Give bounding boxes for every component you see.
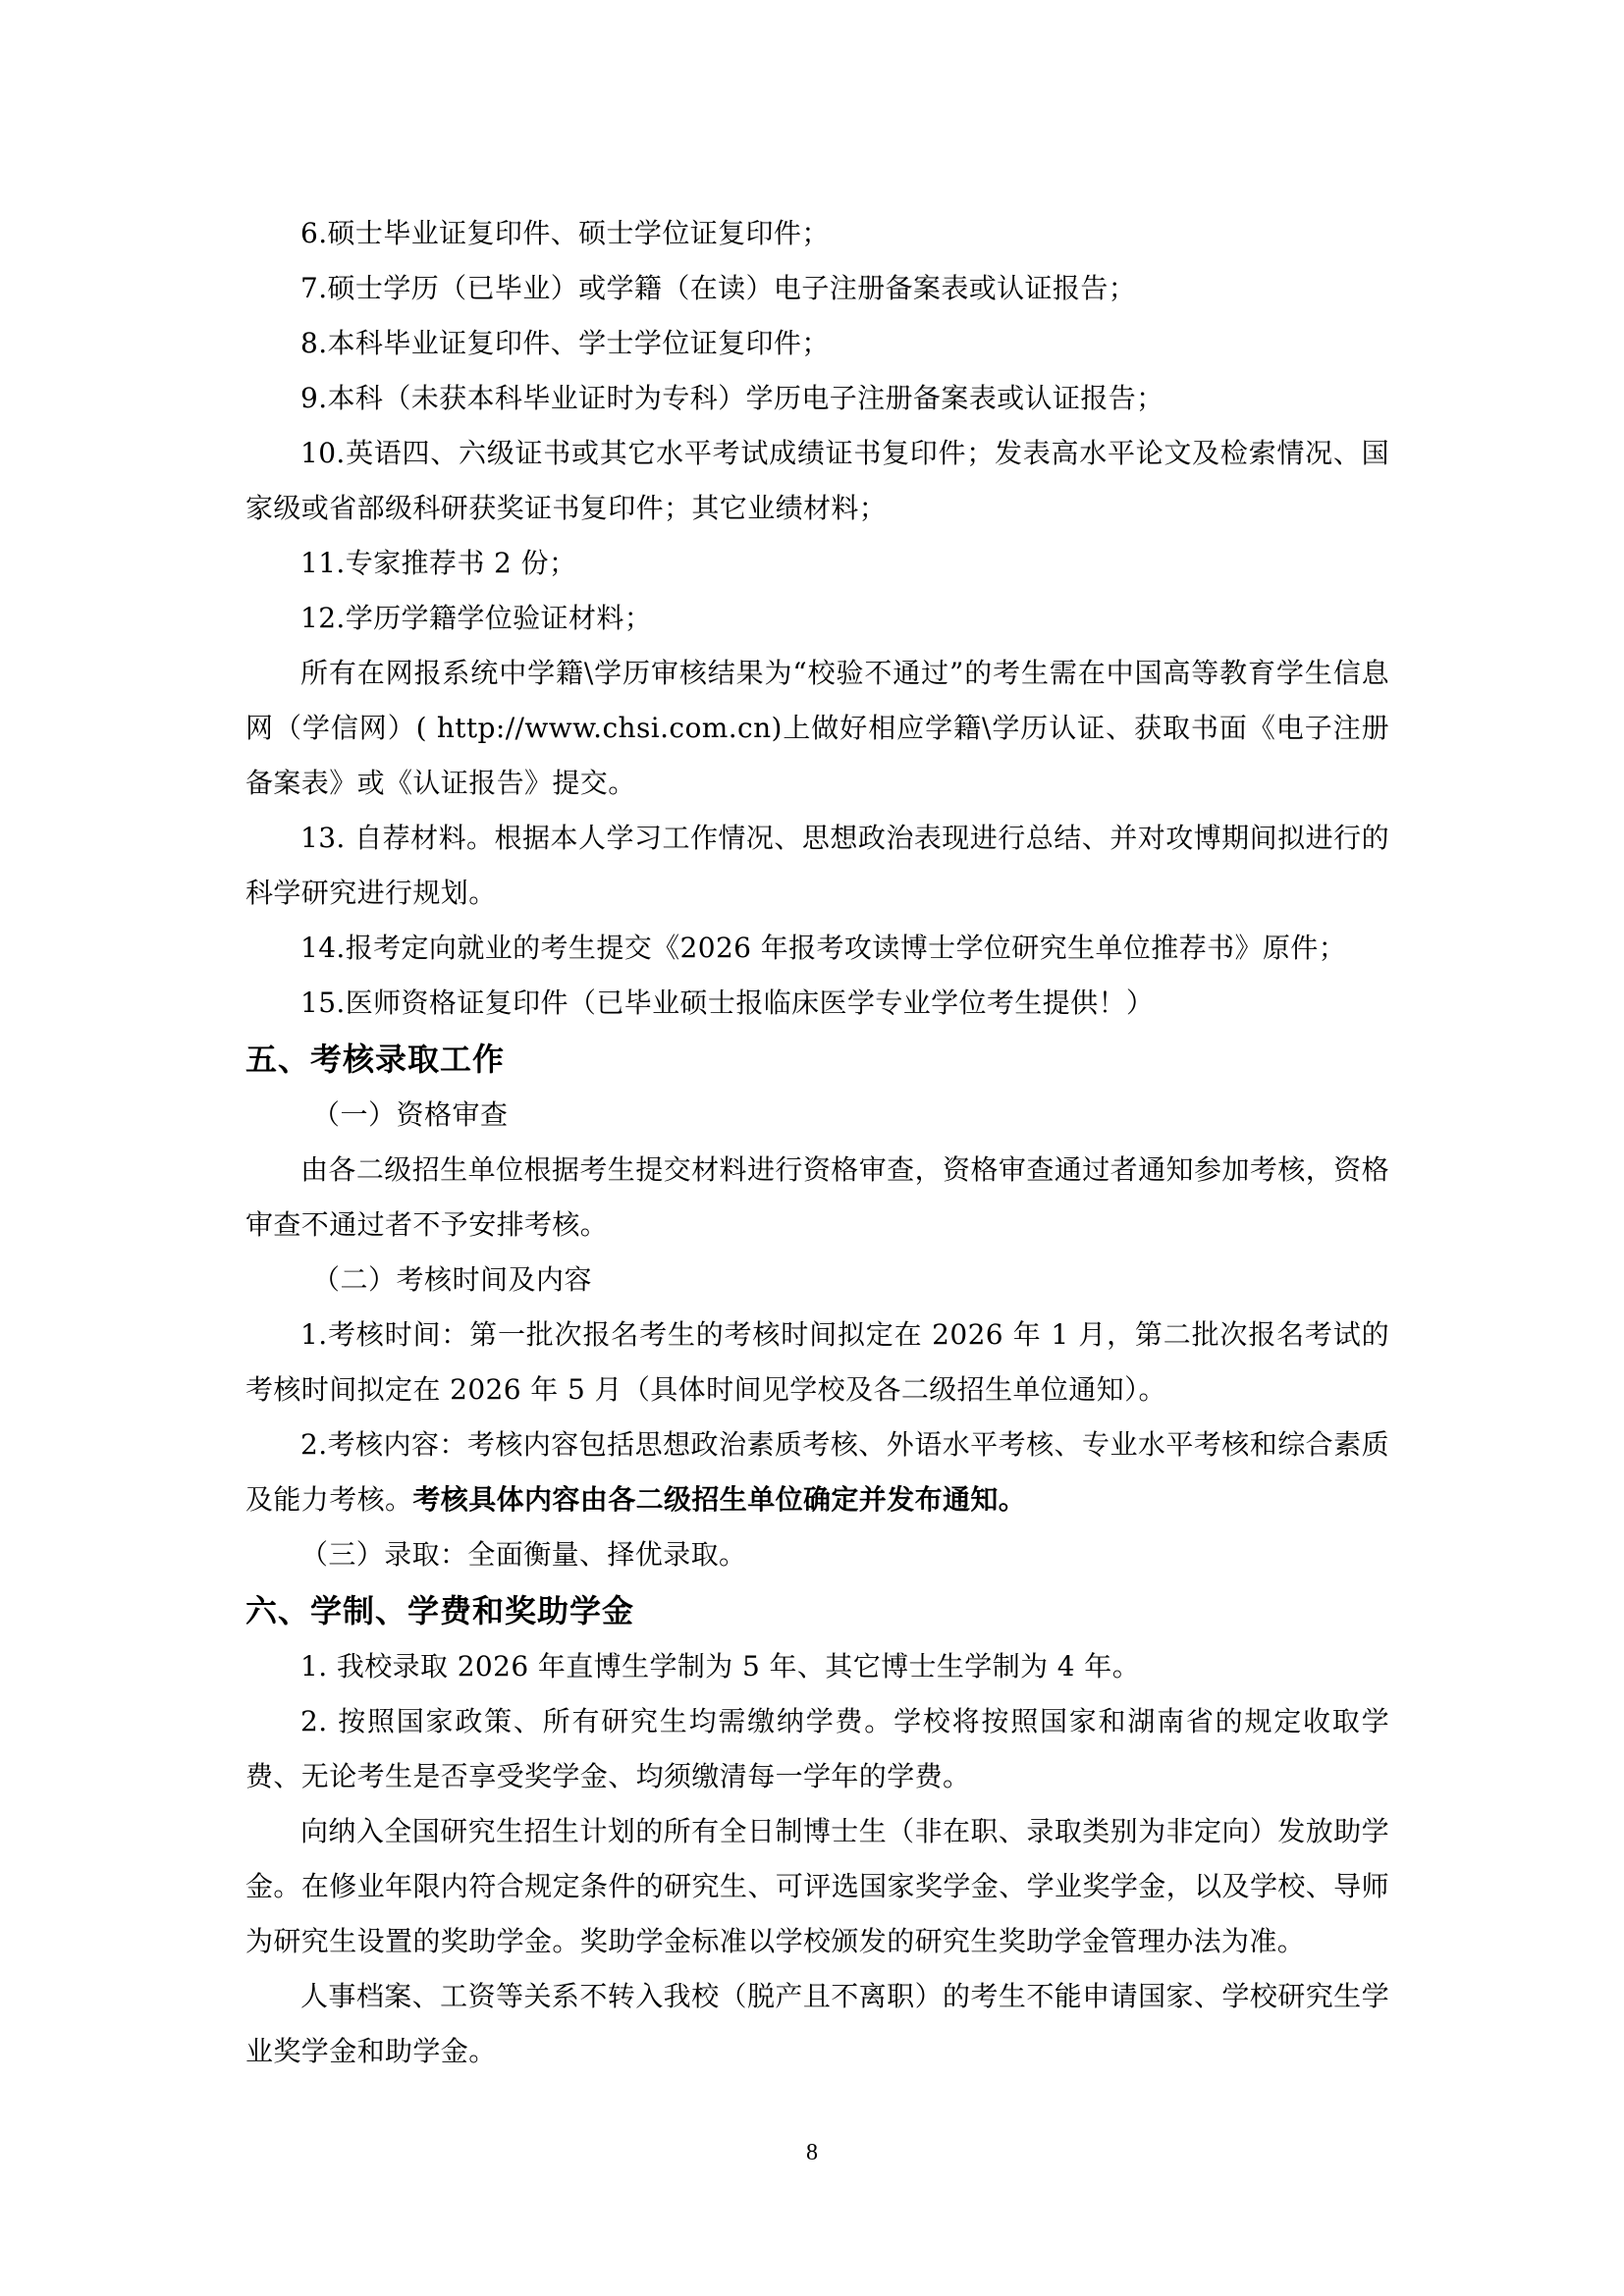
section-heading: 五、考核录取工作	[245, 1041, 506, 1078]
paragraph: 1. 我校录取 2026 年直博生学制为 5 年、其它博士生学制为 4 年。	[300, 1650, 1141, 1682]
paragraph	[245, 1527, 1389, 1582]
list-item: 14.报考定向就业的考生提交《2026 年报考攻读博士学位研究生单位推荐书》原件；	[300, 932, 1347, 964]
list-item: 7.硕士学历（已毕业）或学籍（在读）电子注册备案表或认证报告；	[300, 272, 1137, 304]
list-item: 12.学历学籍学位验证材料；	[300, 602, 653, 634]
paragraph: 2. 按照国家政策、所有研究生均需缴纳学费。学校将按照国家和湖南省的规定收取学费、无论考生是否享受奖学金、均须缴清每一学年的学费。	[245, 1705, 1389, 1792]
subsection-heading: （一）资格审查	[312, 1098, 509, 1131]
paragraph	[245, 1417, 1389, 1527]
document-page	[245, 206, 1389, 2079]
subsection-heading-inline: （三）录取：	[300, 1538, 468, 1571]
list-item: 13. 自荐材料。根据本人学习工作情况、思想政治表现进行总结、并对攻博期间拟进行的科学研究进行规划。	[245, 822, 1389, 909]
paragraph: 1.考核时间：第一批次报名考生的考核时间拟定在 2026 年 1 月，第二批次报名考试的考核时间拟定在 2026 年 5 月（具体时间见学校及各二级招生单位通知）。	[245, 1318, 1389, 1406]
page-number: 8	[806, 2140, 818, 2165]
list-item: 11.专家推荐书 2 份；	[300, 547, 577, 579]
paragraph: 由各二级招生单位根据考生提交材料进行资格审查，资格审查通过者通知参加考核，资格审查不通过者不予安排考核。	[245, 1153, 1389, 1241]
bold-emphasis: 考核具体内容由各二级招生单位确定并发布通知。	[412, 1483, 1027, 1516]
paragraph-text: 2.考核内容：考核内容包括思想政治素质考核、外语水平考核、专业水平考核和综合素质及能力考核。	[245, 1428, 1389, 1516]
subsection-heading: （二）考核时间及内容	[312, 1263, 593, 1296]
list-item: 6.硕士毕业证复印件、硕士学位证复印件；	[300, 217, 830, 249]
paragraph: 所有在网报系统中学籍\学历审核结果为“校验不通过”的考生需在中国高等教育学生信息网（学信网）( http://www.chsi.com.cn)上做好相应学籍\学历认证、获取书面《电子注册备案表》或《认证报告》提交。	[245, 657, 1389, 799]
paragraph: 向纳入全国研究生招生计划的所有全日制博士生（非在职、录取类别为非定向）发放助学金。在修业年限内符合规定条件的研究生、可评选国家奖学金、学业奖学金，以及学校、导师为研究生设置的奖助学金。奖助学金标准以学校颁发的研究生奖助学金管理办法为准。	[245, 1815, 1389, 1957]
list-item: 15.医师资格证复印件（已毕业硕士报临床医学专业学位考生提供！）	[300, 987, 1155, 1019]
list-item: 10.英语四、六级证书或其它水平考试成绩证书复印件；发表高水平论文及检索情况、国家级或省部级科研获奖证书复印件；其它业绩材料；	[245, 437, 1389, 524]
section-heading: 六、学制、学费和奖助学金	[245, 1592, 635, 1629]
paragraph: 人事档案、工资等关系不转入我校（脱产且不离职）的考生不能申请国家、学校研究生学业奖学金和助学金。	[245, 1980, 1389, 2067]
paragraph-text: 全面衡量、择优录取。	[467, 1538, 747, 1571]
list-item: 9.本科（未获本科毕业证时为专科）学历电子注册备案表或认证报告；	[300, 382, 1164, 414]
list-item: 8.本科毕业证复印件、学士学位证复印件；	[300, 327, 830, 359]
